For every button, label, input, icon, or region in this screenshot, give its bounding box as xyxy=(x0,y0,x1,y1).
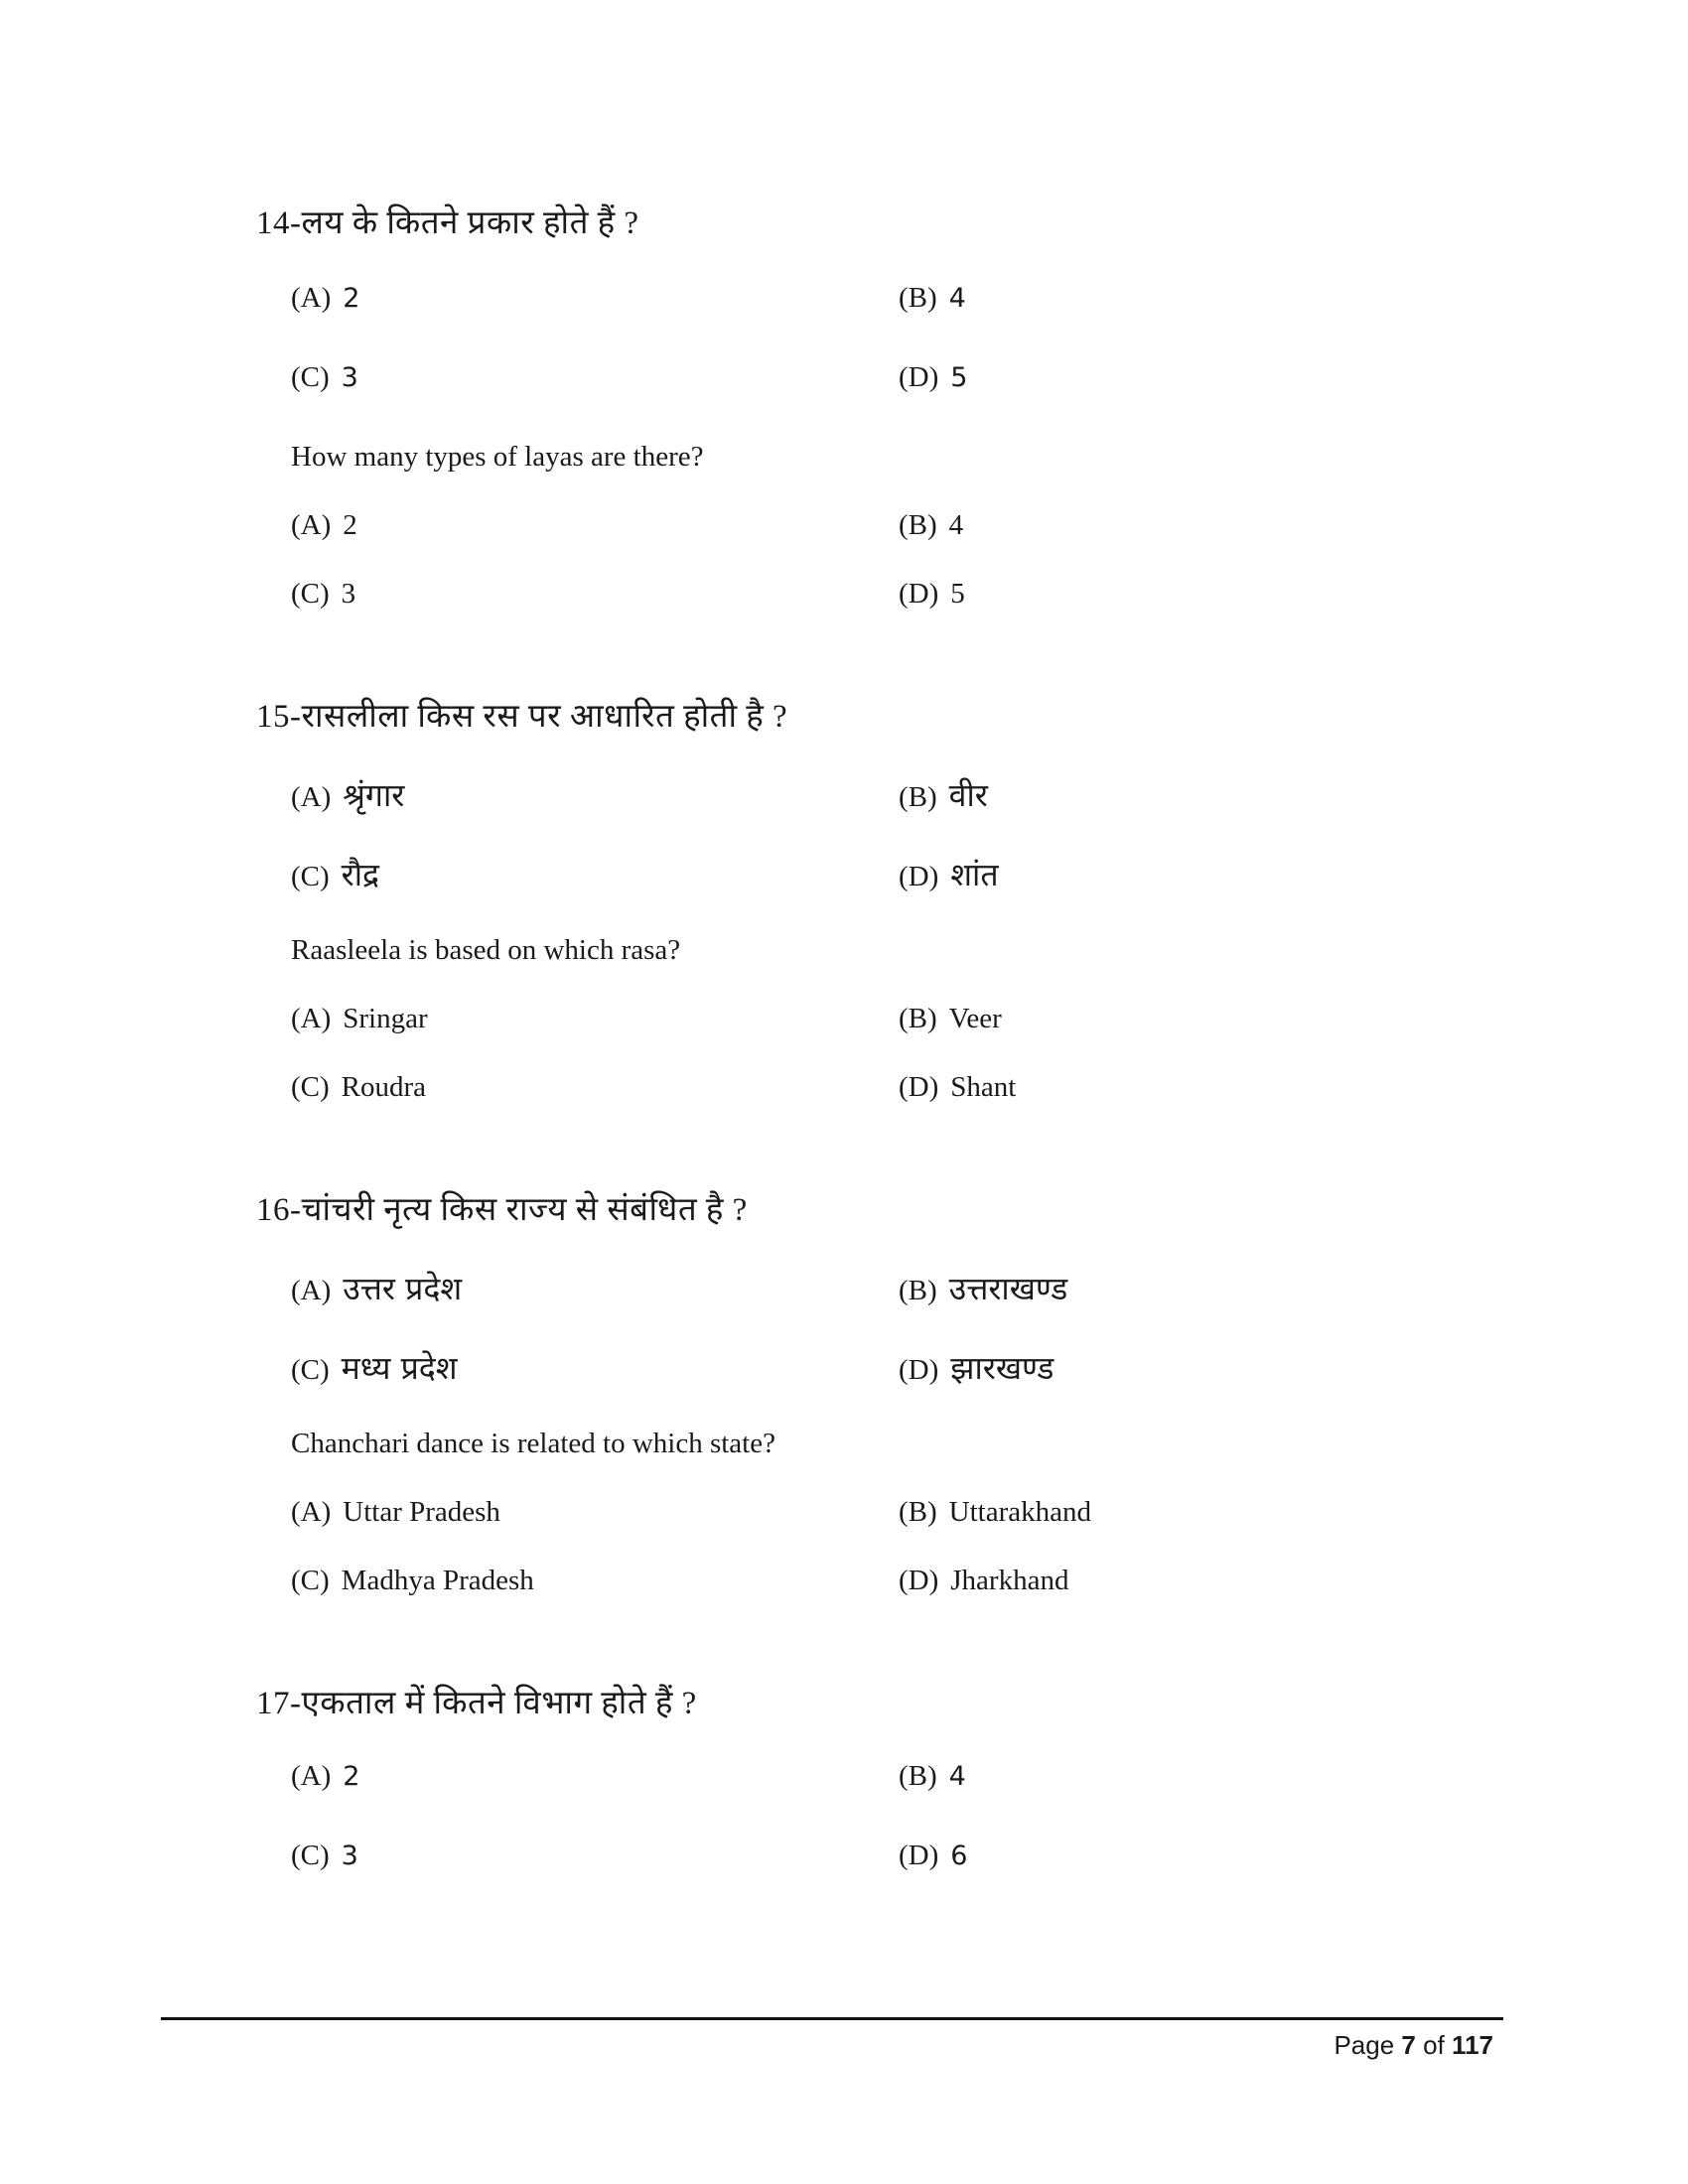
option-b-hindi: (B) 4 xyxy=(899,1760,966,1792)
option-d-english: (D) Shant xyxy=(899,1071,1017,1103)
option-b-english: (B) Veer xyxy=(899,1003,1002,1034)
option-c-hindi: (C) 3 xyxy=(291,361,358,393)
option-b-english: (B) 4 xyxy=(899,509,964,541)
option-a-hindi: (A) श्रृंगार xyxy=(291,776,405,814)
option-d-hindi: (D) झारखण्ड xyxy=(899,1349,1055,1387)
question-hindi: 14-लय के कितने प्रकार होते हैं ? xyxy=(256,205,639,241)
option-b-hindi: (B) वीर xyxy=(899,776,988,814)
option-a-hindi: (A) 2 xyxy=(291,282,360,314)
option-a-english: (A) Uttar Pradesh xyxy=(291,1496,500,1528)
question-english: Raasleela is based on which rasa? xyxy=(291,934,681,966)
option-c-hindi: (C) मध्य प्रदेश xyxy=(291,1349,458,1387)
option-c-english: (C) 3 xyxy=(291,578,356,610)
option-d-hindi: (D) शांत xyxy=(899,856,999,893)
option-c-english: (C) Madhya Pradesh xyxy=(291,1565,534,1596)
option-d-hindi: (D) 5 xyxy=(899,361,968,393)
page-total: 117 xyxy=(1452,2030,1493,2060)
page-number xyxy=(1334,2030,1493,2061)
page-of: of xyxy=(1423,2030,1445,2060)
option-d-english: (D) Jharkhand xyxy=(899,1565,1069,1596)
question-hindi: 15-रासलीला किस रस पर आधारित होती है ? xyxy=(256,699,788,735)
question-hindi: 17-एकताल में कितने विभाग होते हैं ? xyxy=(256,1686,697,1721)
option-c-english: (C) Roudra xyxy=(291,1071,427,1103)
option-b-hindi: (B) उत्तराखण्ड xyxy=(899,1270,1068,1307)
question-hindi: 16-चांचरी नृत्य किस राज्य से संबंधित है ? xyxy=(256,1192,748,1228)
option-a-hindi: (A) 2 xyxy=(291,1760,360,1792)
option-a-english: (A) Sringar xyxy=(291,1003,428,1034)
question-english: How many types of layas are there? xyxy=(291,441,704,473)
option-c-hindi: (C) रौद्र xyxy=(291,856,380,893)
option-d-hindi: (D) 6 xyxy=(899,1840,968,1871)
option-b-hindi: (B) 4 xyxy=(899,282,966,314)
option-a-hindi: (A) उत्तर प्रदेश xyxy=(291,1270,463,1307)
question-english: Chanchari dance is related to which state? xyxy=(291,1428,775,1459)
option-b-english: (B) Uttarakhand xyxy=(899,1496,1092,1528)
page-current: 7 xyxy=(1401,2030,1416,2060)
option-c-hindi: (C) 3 xyxy=(291,1840,358,1871)
footer-divider xyxy=(161,2017,1503,2020)
option-a-english: (A) 2 xyxy=(291,509,357,541)
option-d-english: (D) 5 xyxy=(899,578,965,610)
page-prefix: Page xyxy=(1334,2030,1395,2060)
